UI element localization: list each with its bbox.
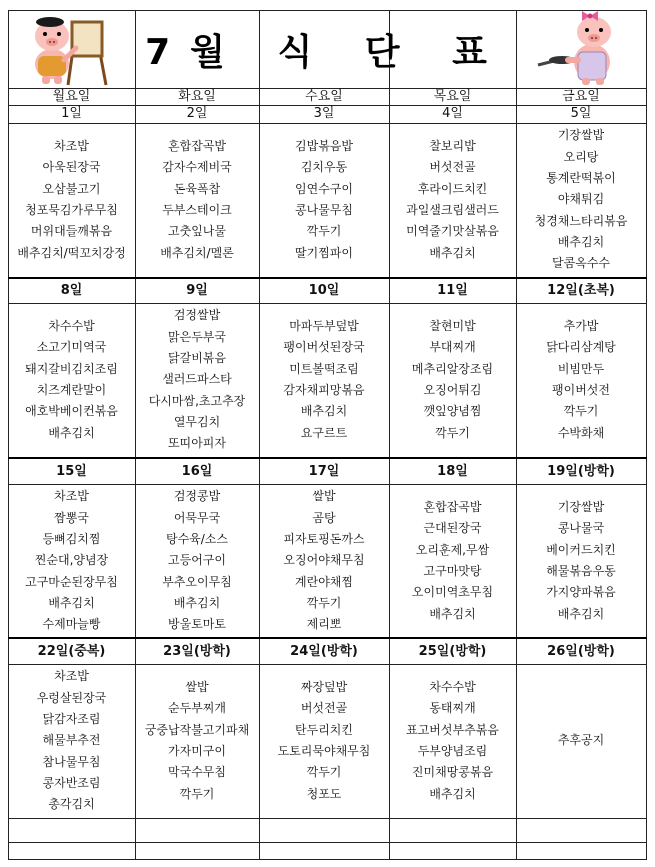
date-label: 2일: [186, 106, 208, 121]
menu-item: 배추김치: [48, 595, 95, 610]
menu-item: 가지양파볶음: [546, 585, 616, 600]
menu-cell: [516, 486, 646, 636]
date-label: 16일: [181, 464, 213, 479]
date-label: 8일: [60, 283, 83, 298]
table-divider: [8, 484, 647, 485]
pig-chef-illustration: [532, 10, 624, 86]
menu-item: 차수수밥: [429, 680, 476, 695]
menu-item: 아욱된장국: [42, 160, 101, 175]
menu-item: 오이미역초무침: [411, 585, 494, 600]
date-label: 10일: [308, 283, 340, 298]
date-label: 4일: [442, 106, 463, 121]
menu-item: 찰현미밥: [429, 319, 476, 334]
menu-item: 해물볶음우동: [546, 564, 616, 578]
menu-cell: [389, 666, 516, 816]
menu-item: 쌀밥: [312, 489, 336, 504]
menu-item: 감자채피망볶음: [283, 383, 365, 397]
menu-item: 맑은두부국: [168, 329, 226, 344]
menu-item: 애호박베이컨볶음: [25, 404, 118, 419]
table-divider: [8, 664, 647, 665]
menu-item: 차조밥: [54, 669, 89, 684]
menu-item: 머위대들깨볶음: [30, 224, 113, 239]
menu-item: 깍두기: [563, 404, 599, 419]
pig-painter-illustration: [24, 12, 110, 86]
menu-item: 부추오이무침: [162, 574, 232, 589]
date-label: 24일(방학): [290, 644, 358, 659]
date-label: 25일(방학): [418, 644, 487, 659]
date-label: 9일: [186, 283, 208, 298]
menu-item: 비빔만두: [557, 361, 605, 376]
menu-item: 깻잎양념찜: [423, 404, 482, 419]
menu-cell: [8, 486, 135, 636]
menu-item: 궁중납작불고기파채: [144, 722, 250, 737]
menu-item: 깍두기: [179, 786, 215, 801]
menu-item: 샐러드파스타: [162, 372, 232, 387]
date-label: 26일(방학): [547, 644, 615, 659]
menu-item: 찰보리밥: [429, 139, 476, 154]
menu-item: 총각김치: [48, 797, 95, 812]
menu-item: 짬뽕국: [54, 510, 89, 525]
menu-item: 오리훈제,무쌈: [415, 542, 490, 557]
menu-item: 요구르트: [300, 425, 348, 440]
weekday-header: 화요일: [178, 89, 216, 104]
menu-item: 치즈계란말이: [36, 383, 107, 397]
menu-item: 딸기찜파이: [295, 245, 353, 260]
menu-item: 근대된장국: [423, 521, 482, 536]
menu-item: 순두부찌개: [168, 701, 226, 716]
date-label: 11일: [437, 283, 468, 298]
menu-cell: [8, 305, 135, 455]
weekday-header: 월요일: [52, 89, 91, 104]
menu-item: 가자미구이: [168, 744, 226, 758]
date-label: 17일: [308, 464, 340, 479]
menu-item: 베이커드치킨: [546, 542, 616, 557]
menu-item: 배추김치: [48, 425, 95, 440]
menu-cell: [516, 666, 646, 816]
menu-item: 탄두리치킨: [295, 722, 353, 737]
menu-item: 소고기미역국: [36, 340, 107, 355]
menu-item: 어묵무국: [173, 510, 221, 525]
menu-item: 닭감자조림: [42, 712, 101, 727]
menu-item: 또띠아피자: [168, 436, 226, 451]
menu-item: 수박화채: [557, 425, 605, 440]
menu-item: 달콤옥수수: [552, 256, 610, 271]
menu-cell: [135, 305, 259, 455]
menu-cell: [8, 125, 135, 275]
menu-item: 버섯전골: [300, 701, 348, 716]
menu-item: 제리뽀: [306, 617, 342, 632]
menu-item: 돈육폭찹: [173, 181, 221, 196]
menu-item: 닭갈비볶음: [168, 351, 226, 366]
menu-cell: [135, 125, 259, 275]
menu-item: 오삼불고기: [42, 181, 101, 196]
date-label: 22일(중복): [37, 644, 106, 659]
menu-item: 미역줄기맛살볶음: [406, 224, 499, 239]
menu-item: 찐순대,양념장: [34, 553, 109, 568]
menu-item: 등뼈김치찜: [42, 532, 101, 547]
date-label: 15일: [56, 464, 87, 479]
menu-item: 김밥볶음밥: [295, 139, 353, 154]
menu-item: 감자수제비국: [162, 160, 232, 175]
menu-item: 고구마순된장무침: [25, 574, 118, 589]
date-label: 19일(방학): [547, 464, 615, 479]
menu-item: 차수수밥: [48, 319, 95, 334]
menu-item: 막국수무침: [168, 765, 226, 780]
menu-item: 과일샐크림샐러드: [406, 203, 499, 217]
menu-item: 두부스테이크: [162, 203, 232, 217]
menu-item: 계란야채찜: [295, 574, 353, 589]
menu-item: 팽이버섯전: [552, 383, 610, 397]
menu-item: 혼합잡곡밥: [168, 139, 226, 154]
menu-item: 배추김치: [557, 606, 605, 621]
menu-cell: [259, 125, 389, 275]
menu-item: 다시마쌈,초고추장: [148, 393, 246, 408]
menu-item: 수제마늘빵: [42, 617, 101, 632]
menu-cell: [389, 125, 516, 275]
date-label: 3일: [313, 106, 335, 121]
menu-item: 혼합잡곡밥: [423, 500, 482, 515]
menu-item: 해물부추전: [42, 733, 101, 748]
menu-item: 열무김치: [173, 414, 221, 429]
menu-item: 미트볼떡조림: [289, 361, 359, 376]
menu-item: 팽이버섯된장국: [283, 340, 365, 355]
date-label: 12일(초복): [547, 283, 615, 298]
menu-item: 후라이드치킨: [417, 181, 488, 196]
table-divider: [8, 123, 647, 124]
menu-cell: [259, 486, 389, 636]
table-divider: [8, 842, 647, 843]
menu-item: 오징어야채무침: [283, 553, 365, 568]
menu-item: 부대찌개: [429, 340, 476, 355]
date-label: 1일: [61, 106, 82, 121]
menu-item: 돼지갈비김치조림: [25, 361, 118, 376]
menu-item: 탕수육/소스: [165, 532, 228, 547]
menu-item: 고구마맛탕: [423, 564, 482, 578]
menu-item: 쌀밥: [185, 680, 209, 695]
menu-item: 깍두기: [435, 425, 470, 440]
menu-item: 깍두기: [306, 765, 342, 780]
menu-item: 오리탕: [563, 149, 599, 164]
menu-item: 방울토마토: [168, 617, 226, 632]
menu-cell: [259, 305, 389, 455]
menu-item: 메추리알장조림: [411, 361, 494, 376]
menu-cell: [516, 305, 646, 455]
menu-item: 추후공지: [557, 733, 605, 748]
menu-item: 검정쌀밥: [173, 308, 221, 323]
menu-item: 통계란떡볶이: [546, 171, 616, 186]
menu-item: 짜장덮밥: [300, 680, 348, 695]
table-border: [8, 859, 647, 860]
menu-cell: [516, 125, 646, 275]
menu-item: 도토리묵야채무침: [277, 744, 371, 758]
menu-item: 오징어튀김: [423, 383, 482, 397]
menu-item: 우렁살된장국: [36, 690, 107, 705]
menu-item: 청포묵김가루무침: [25, 203, 118, 217]
date-label: 23일(방학): [163, 644, 231, 659]
menu-item: 배추김치: [173, 595, 221, 610]
menu-item: 콩나물국: [557, 521, 605, 536]
menu-item: 배추김치/멜론: [160, 245, 234, 260]
weekday-header: 수요일: [305, 89, 343, 104]
menu-cell: [389, 305, 516, 455]
menu-item: 추가밥: [563, 319, 599, 334]
menu-item: 버섯전골: [429, 160, 476, 175]
menu-item: 배추김치: [429, 606, 476, 621]
menu-item: 두부양념조림: [417, 744, 488, 758]
menu-item: 표고버섯부추볶음: [406, 722, 499, 737]
date-label: 18일: [437, 464, 468, 479]
menu-cell: [8, 666, 135, 816]
menu-item: 김치우동: [300, 160, 348, 175]
menu-cell: [259, 666, 389, 816]
menu-item: 콩나물무침: [295, 203, 353, 217]
menu-cell: [135, 486, 259, 636]
menu-item: 배추김치: [429, 245, 476, 260]
page-title: 7월 식 단 표: [145, 31, 507, 73]
date-label: 5일: [570, 106, 592, 121]
menu-item: 배추김치: [429, 786, 476, 801]
menu-item: 고춧잎나물: [168, 224, 226, 239]
menu-item: 닭다리삼계탕: [546, 340, 616, 355]
menu-item: 깍두기: [306, 595, 342, 610]
menu-item: 깍두기: [306, 224, 342, 239]
menu-item: 콩자반조림: [42, 775, 101, 790]
menu-item: 진미채땅콩볶음: [411, 765, 494, 780]
menu-item: 기장쌀밥: [557, 500, 605, 515]
menu-item: 청포도: [306, 786, 342, 801]
menu-item: 마파두부덮밥: [289, 319, 359, 334]
table-divider: [8, 818, 647, 819]
menu-item: 배추김치: [557, 234, 605, 249]
weekday-header: 목요일: [433, 89, 472, 104]
menu-item: 참나물무침: [42, 754, 101, 769]
menu-item: 동태찌개: [429, 701, 476, 716]
menu-cell: [135, 666, 259, 816]
weekday-header: 금요일: [562, 89, 600, 104]
menu-item: 야채튀김: [557, 192, 605, 207]
menu-item: 배추김치: [300, 404, 348, 419]
menu-item: 검정콩밥: [173, 489, 221, 504]
menu-item: 기장쌀밥: [557, 128, 605, 143]
menu-cell: [389, 486, 516, 636]
menu-item: 청경채느타리볶음: [534, 213, 628, 228]
table-divider: [8, 303, 647, 304]
menu-item: 곰탕: [312, 510, 336, 525]
menu-item: 임연수구이: [295, 181, 353, 196]
menu-item: 차조밥: [54, 139, 89, 154]
menu-item: 배추김치/떡꼬치강정: [17, 245, 126, 260]
menu-item: 차조밥: [54, 489, 89, 504]
menu-item: 고등어구이: [168, 553, 226, 568]
menu-item: 피자토핑돈까스: [283, 532, 365, 547]
table-border: [646, 10, 647, 859]
